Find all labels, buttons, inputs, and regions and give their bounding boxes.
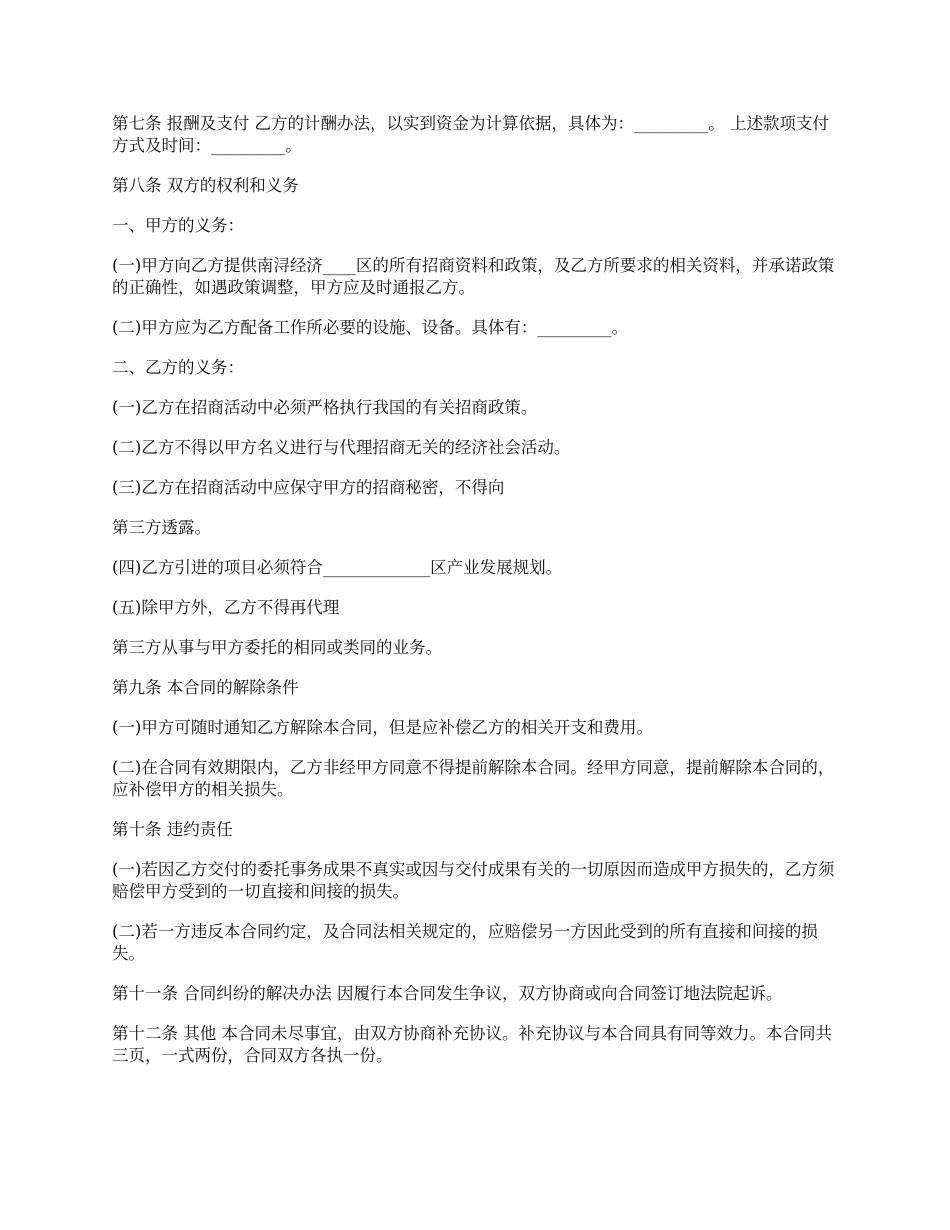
- termination-item-1: (一)甲方可随时通知乙方解除本合同，但是应补偿乙方的相关开支和费用。: [112, 718, 653, 737]
- liability-item-1: (一)若因乙方交付的委托事务成果不真实或因与交付成果有关的一切原因而造成甲方损失的，乙方须赔偿甲方受到的一切直接和间接的损失。: [112, 860, 835, 901]
- clause-11-dispute: 第十一条 合同纠纷的解决办法 因履行本合同发生争议，双方协商或向合同签订地法院起诉。: [112, 984, 783, 1003]
- party-b-duty-3-continued: 第三方透露。: [112, 518, 211, 537]
- party-b-duty-2: (二)乙方不得以甲方名义进行与代理招商无关的经济社会活动。: [112, 438, 571, 457]
- party-b-duty-3: (三)乙方在招商活动中应保守甲方的招商秘密，不得向: [112, 478, 505, 497]
- liability-item-2: (二)若一方违反本合同约定，及合同法相关规定的，应赔偿另一方因此受到的所有直接和间接的损失。: [112, 922, 818, 963]
- party-b-duty-1: (一)乙方在招商活动中必须严格执行我国的有关招商政策。: [112, 398, 538, 417]
- clause-10-heading: 第十条 违约责任: [112, 820, 233, 839]
- party-a-duties-heading: 一、甲方的义务：: [112, 216, 244, 235]
- termination-item-2: (二)在合同有效期限内，乙方非经甲方同意不得提前解除本合同。经甲方同意，提前解除本合同的，应补偿甲方的相关损失。: [112, 758, 835, 799]
- party-b-duty-5-continued: 第三方从事与甲方委托的相同或类同的业务。: [112, 638, 442, 657]
- party-a-duty-1: (一)甲方向乙方提供南浔经济____区的所有招商资料和政策，及乙方所要求的相关资料，并承诺政策的正确性，如遇政策调整，甲方应及时通报乙方。: [112, 256, 835, 297]
- clause-7-payment: 第七条 报酬及支付 乙方的计酬办法，以实到资金为计算依据，具体为：_________。 上述款项支付方式及时间：_________。: [112, 114, 829, 155]
- clause-12-other: 第十二条 其他 本合同未尽事宜，由双方协商补充协议。补充协议与本合同具有同等效力。本合同共三页，一式两份，合同双方各执一份。: [112, 1024, 832, 1065]
- party-b-duty-5: (五)除甲方外，乙方不得再代理: [112, 598, 340, 617]
- party-b-duty-4: (四)乙方引进的项目必须符合_____________区产业发展规划。: [112, 558, 563, 577]
- clause-8-heading: 第八条 双方的权利和义务: [112, 176, 299, 195]
- clause-9-heading: 第九条 本合同的解除条件: [112, 678, 299, 697]
- party-a-duty-2: (二)甲方应为乙方配备工作所必要的设施、设备。具体有：_________。: [112, 318, 629, 337]
- party-b-duties-heading: 二、乙方的义务：: [112, 358, 244, 377]
